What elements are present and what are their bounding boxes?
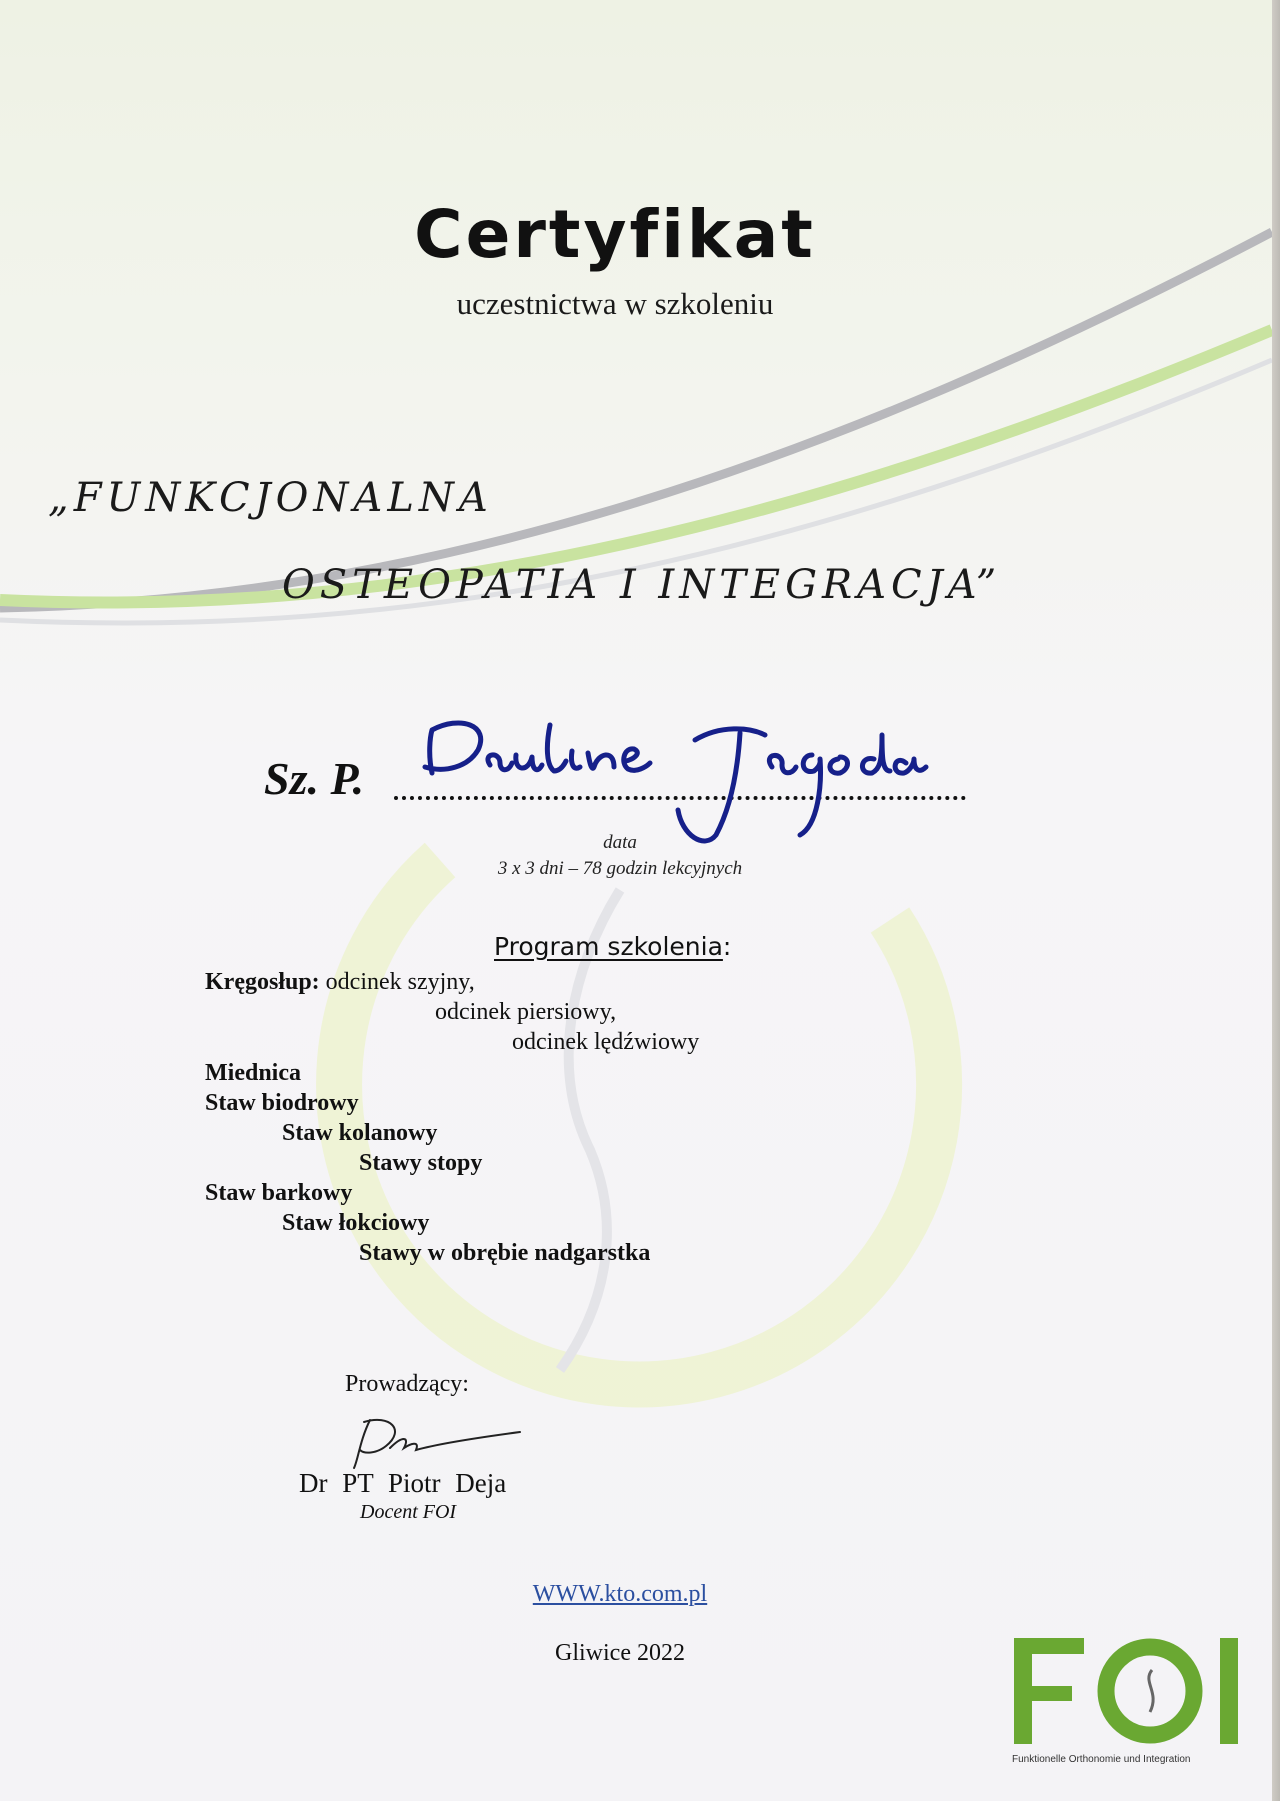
spine-thoracic: odcinek piersiowy, xyxy=(435,999,617,1025)
participant-handwritten-name xyxy=(420,715,990,855)
course-duration: 3 x 3 dni – 78 godzin lekcyjnych xyxy=(497,858,743,879)
program-item-pelvis: Miednica xyxy=(205,1060,301,1086)
program-item-shoulder: Staw barkowy xyxy=(205,1180,353,1206)
foi-logo xyxy=(1010,1630,1250,1760)
program-item-elbow: Staw łokciowy xyxy=(282,1210,430,1236)
program-item-foot: Stawy stopy xyxy=(359,1150,483,1176)
lecturer-name: Dr PT Piotr Deja xyxy=(299,1468,507,1498)
certificate-title: Certyfikat xyxy=(414,196,816,273)
lecturer-signature xyxy=(350,1410,530,1470)
program-item-knee: Staw kolanowy xyxy=(282,1120,438,1146)
logo-tagline: Funktionelle Orthonomie und Integration xyxy=(1012,1754,1191,1765)
spine-lumbar: odcinek lędźwiowy xyxy=(512,1029,700,1055)
program-heading-colon: : xyxy=(722,932,732,961)
certificate-subtitle: uczestnictwa w szkoleniu xyxy=(456,286,774,321)
spine-label: Kręgosłup: xyxy=(205,969,320,995)
place-and-year: Gliwice 2022 xyxy=(555,1640,685,1666)
course-title-line1: „FUNKCJONALNA xyxy=(48,475,493,521)
website-link[interactable]: WWW.kto.com.pl xyxy=(532,1581,708,1607)
lecturer-role: Docent FOI xyxy=(360,1501,457,1523)
program-heading xyxy=(494,932,731,961)
date-label: data xyxy=(603,832,637,853)
program-heading-text: Program szkolenia xyxy=(494,932,723,961)
program-item-spine xyxy=(205,969,475,996)
course-title-line2: OSTEOPATIA I INTEGRACJA” xyxy=(282,562,1002,608)
spine-cervical: odcinek szyjny, xyxy=(325,969,475,995)
honorific: Sz. P. xyxy=(264,753,365,804)
lecturer-label: Prowadzący: xyxy=(345,1371,469,1397)
program-item-hip: Staw biodrowy xyxy=(205,1090,359,1116)
program-item-wrist: Stawy w obrębie nadgarstka xyxy=(359,1240,651,1266)
paper-edge xyxy=(1272,0,1280,1801)
